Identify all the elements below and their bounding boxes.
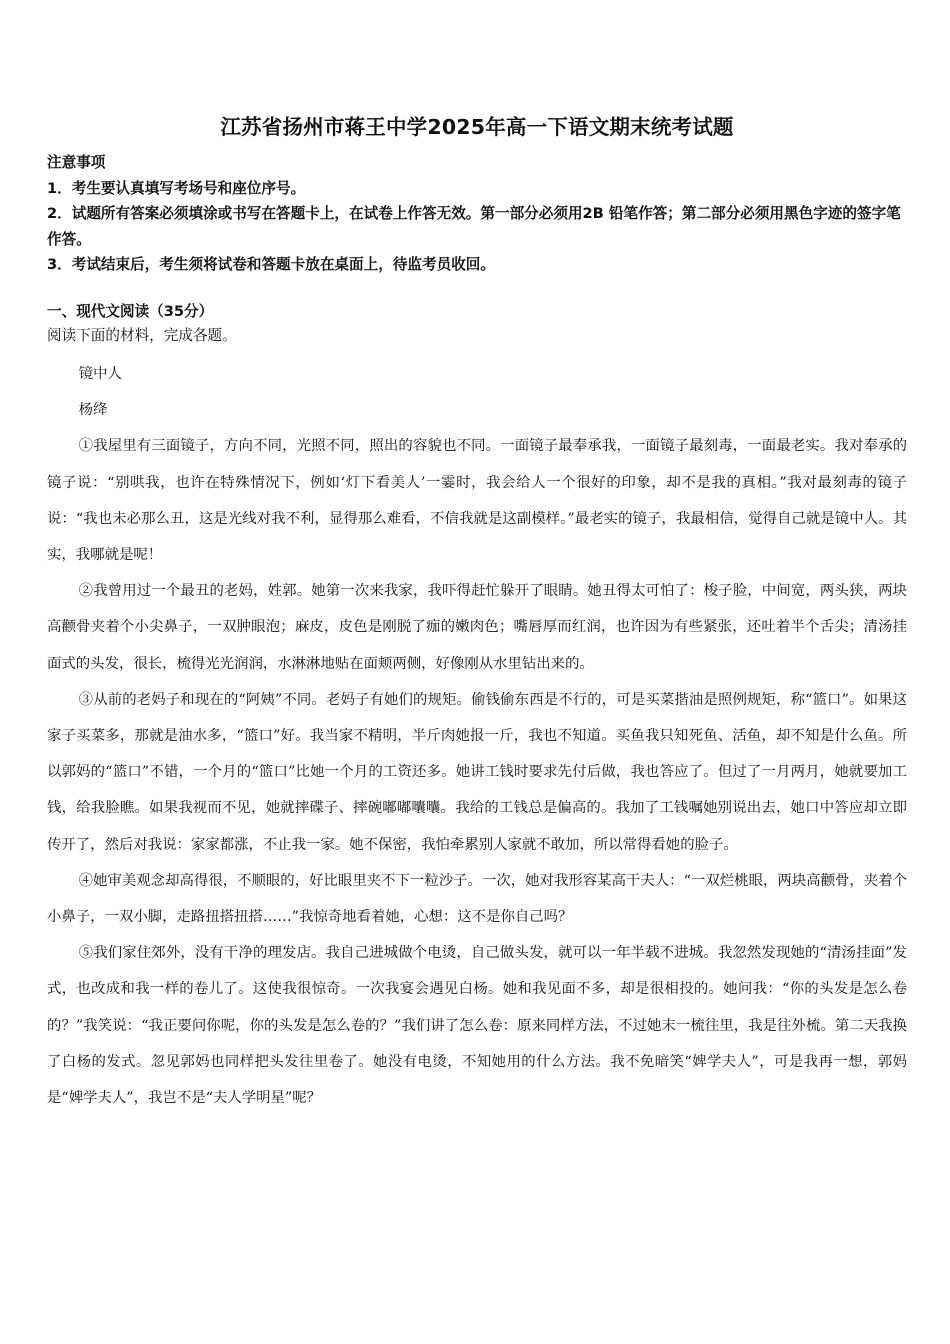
section-title: 一、现代文阅读（35分） xyxy=(47,303,214,320)
notice-block xyxy=(47,150,907,278)
section-instruction: 阅读下面的材料，完成各题。 xyxy=(47,327,237,344)
article-paragraph: ④她审美观念却高得很，不顺眼的，好比眼里夹不下一粒沙子。一次，她对我形容某高干夫人：“一双烂桃眼，两块高颧骨，夹着个小鼻子，一双小脚，走路扭搭扭搭……”我惊奇地看着她，心想：这不是你自己吗？ xyxy=(47,872,907,926)
notice-item: 3．考试结束后，考生须将试卷和答题卡放在桌面上，待监考员收回。 xyxy=(47,256,495,273)
article-body xyxy=(47,356,907,1116)
article-author: 杨绛 xyxy=(78,402,108,419)
article-paragraph: ③从前的老妈子和现在的“阿姨”不同。老妈子有她们的规矩。偷钱偷东西是不行的，可是买菜揩油是照例规矩，称“篮口”。如果这家子买菜多，那就是油水多，“篮口”好。我当家不精明，半斤肉她报一斤，我也不知道。买鱼我只知死鱼、活鱼，却不知是什么鱼。所以郭妈的“篮口”不错，一个月的“篮口”比她一个月的工资还多。她讲工钱时要求先付后做，我也答应了。但过了一月两月，她就要加工钱，给我脸瞧。如果我视而不见，她就摔碟子、摔碗嘟嘟囔囔。我给的工钱总是偏高的。我加了工钱嘱她别说出去，她口中答应却立即传开了，然后对我说：家家都涨，不止我一家。她不保密，我怕牵累别人家就不敢加，所以常得看她的脸子。 xyxy=(47,691,907,853)
section-header xyxy=(47,300,907,348)
document-title: 江苏省扬州市蒋王中学2025年高一下语文期末统考试题 xyxy=(220,115,734,139)
article-paragraph: ②我曾用过一个最丑的老妈，姓郭。她第一次来我家，我吓得赶忙躲开了眼睛。她丑得太可怕了：梭子脸，中间宽，两头狭，两块高颧骨夹着个小尖鼻子，一双肿眼泡；麻皮，皮色是刚脱了痂的嫩肉色；嘴唇厚而红润，也许因为有些紧张，还吐着半个舌尖；清汤挂面式的头发，很长，梳得光光润润，水淋淋地贴在面颊两侧，好像刚从水里钻出来的。 xyxy=(47,583,907,672)
notice-heading: 注意事项 xyxy=(47,154,106,171)
notice-item: 2．试题所有答案必须填涂或书写在答题卡上，在试卷上作答无效。第一部分必须用2B 铅笔作答；第二部分必须用黑色字迹的签字笔作答。 xyxy=(47,205,901,248)
article-title: 镜中人 xyxy=(78,366,122,382)
article-paragraph: ①我屋里有三面镜子，方向不同，光照不同，照出的容貌也不同。一面镜子最奉承我，一面镜子最刻毒，一面最老实。我对奉承的镜子说：“别哄我，也许在特殊情况下，例如‘灯下看美人’一霎时，我会给人一个很好的印象，却不是我的真相。”我对最刻毒的镜子说：“我也未必那么丑，这是光线对我不利，显得那么难看，不信我就是这副模样。”最老实的镜子，我最相信，觉得自己就是镜中人。其实，我哪就是呢！ xyxy=(47,438,907,564)
notice-item: 1．考生要认真填写考场号和座位序号。 xyxy=(47,179,306,197)
article-paragraph: ⑤我们家住郊外，没有干净的理发店。我自己进城做个电烫，自己做头发，就可以一年半载不进城。我忽然发现她的“清汤挂面”发式，也改成和我一样的卷儿了。这使我很惊奇。一次我宴会遇见白杨。她和我见面不多，却是很相投的。她问我：“你的头发是怎么卷的？”我笑说：“我正要问你呢，你的头发是怎么卷的？”我们讲了怎么卷：原来同样方法，不过她末一梳往里，我是往外梳。第二天我换了白杨的发式。忽见郭妈也同样把头发往里卷了。她没有电烫，不知她用的什么方法。我不免暗笑“婢学夫人”，可是我再一想，郭妈是“婢学夫人”，我岂不是“夫人学明星”呢？ xyxy=(47,945,907,1107)
